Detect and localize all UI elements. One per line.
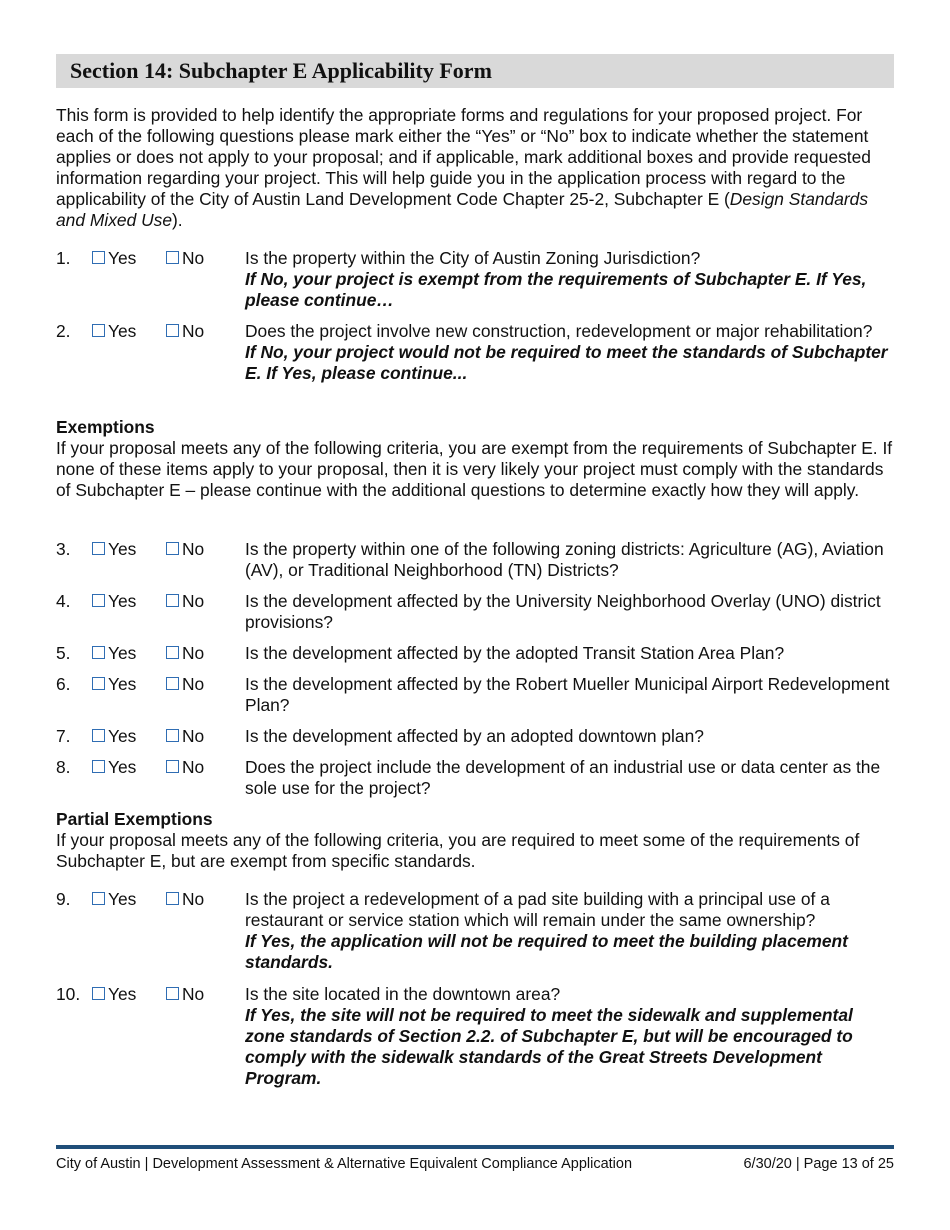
question-text: Is the development affected by the University Neighborhood Overlay (UNO) district provisions? [245,591,881,632]
question-number: 6. [56,674,71,694]
exemptions-text: If your proposal meets any of the following criteria, you are exempt from the requirements of Subchapter E. If none of these items apply to your proposal, then it is very likely your project must comply with the standards of Subchapter E – please continue with the additional questions to determine exactly how they will apply. [56,438,893,500]
no-option[interactable] [166,674,204,695]
question-text-block [245,726,897,747]
question-number: 3. [56,539,71,559]
no-checkbox[interactable] [166,646,179,659]
intro-italic: Design Standards and Mixed Use [56,189,869,230]
no-option[interactable] [166,591,204,612]
no-label: No [182,674,205,694]
intro-paragraph [56,105,896,231]
question-text: Is the development affected by the Robert Mueller Municipal Airport Redevelopment Plan? [245,674,890,715]
question-text: Does the project include the development of an industrial use or data center as the sole use for the project? [245,757,881,798]
no-label: No [182,984,205,1004]
no-option[interactable] [166,643,204,664]
question-note: If Yes, the application will not be required to meet the building placement standards. [245,931,848,972]
question-text-block [245,643,897,664]
question-number: 4. [56,591,71,611]
yes-label: Yes [108,757,137,777]
question-number: 2. [56,321,71,341]
intro-text: This form is provided to help identify the appropriate forms and regulations for your proposed project. For each of the following questions please mark either the “Yes” or “No” box to indicate whether the statement applies or does not apply to your proposal; and if applicable, mark additional boxes and provide requested information regarding your project. This will help guide you in the application process with regard to the applicability of the City of Austin Land Development Code Chapter 25-2, Subchapter E ( [56,105,871,209]
no-option[interactable] [166,321,204,342]
yes-label: Yes [108,674,137,694]
question-text: Is the project a redevelopment of a pad site building with a principal use of a restaurant or service station which will remain under the same ownership? [245,889,830,930]
no-checkbox[interactable] [166,677,179,690]
yes-option[interactable] [92,248,136,269]
no-label: No [182,248,205,268]
yes-option[interactable] [92,757,136,778]
question-text-block [245,539,897,581]
yes-option[interactable] [92,539,136,560]
no-label: No [182,757,205,777]
yes-option[interactable] [92,591,136,612]
no-option[interactable] [166,757,204,778]
question-text: Is the development affected by an adopted downtown plan? [245,726,704,746]
partial-exemptions-heading: Partial Exemptions [56,809,213,829]
yes-checkbox[interactable] [92,892,105,905]
partial-exemptions-text: If your proposal meets any of the following criteria, you are required to meet some of the requirements of Subchapter E, but are exempt from specific standards. [56,830,860,871]
question-text-block [245,674,897,716]
no-checkbox[interactable] [166,987,179,1000]
yes-label: Yes [108,643,137,663]
no-label: No [182,591,205,611]
question-number: 8. [56,757,71,777]
no-label: No [182,321,205,341]
question-text-block [245,248,897,311]
partial-exemptions-section [56,809,896,872]
question-text-block [245,321,897,384]
yes-checkbox[interactable] [92,594,105,607]
footer-page-info: 6/30/20 | Page 13 of 25 [743,1156,894,1172]
question-note: If No, your project would not be required to meet the standards of Subchapter E. If Yes, please continue... [245,342,888,383]
no-checkbox[interactable] [166,594,179,607]
no-checkbox[interactable] [166,760,179,773]
no-option[interactable] [166,726,204,747]
footer-title: City of Austin | Development Assessment & Alternative Equivalent Compliance Application [56,1156,633,1172]
question-text-block [245,889,897,973]
no-option[interactable] [166,984,204,1005]
question-text: Is the development affected by the adopted Transit Station Area Plan? [245,643,785,663]
no-label: No [182,539,205,559]
no-checkbox[interactable] [166,892,179,905]
yes-checkbox[interactable] [92,677,105,690]
yes-checkbox[interactable] [92,760,105,773]
yes-option[interactable] [92,643,136,664]
question-number: 1. [56,248,71,268]
yes-checkbox[interactable] [92,324,105,337]
yes-label: Yes [108,889,137,909]
yes-checkbox[interactable] [92,729,105,742]
yes-label: Yes [108,591,137,611]
question-text: Does the project involve new construction, redevelopment or major rehabilitation? [245,321,873,341]
yes-label: Yes [108,984,137,1004]
question-note: If Yes, the site will not be required to meet the sidewalk and supplemental zone standards of Section 2.2. of Subchapter E, but will be encouraged to comply with the sidewalk standards of the Great Streets Development Program. [245,1005,853,1088]
yes-checkbox[interactable] [92,251,105,264]
no-checkbox[interactable] [166,729,179,742]
no-checkbox[interactable] [166,324,179,337]
yes-checkbox[interactable] [92,542,105,555]
yes-label: Yes [108,726,137,746]
question-number: 10. [56,984,81,1004]
question-number: 9. [56,889,71,909]
yes-label: Yes [108,248,137,268]
question-number: 7. [56,726,71,746]
yes-label: Yes [108,539,137,559]
no-checkbox[interactable] [166,251,179,264]
no-option[interactable] [166,889,204,910]
section-title: Section 14: Subchapter E Applicability Form [56,54,894,88]
question-text: Is the property within one of the following zoning districts: Agriculture (AG), Aviation (AV), or Traditional Neighborhood (TN) Districts? [245,539,884,580]
exemptions-heading: Exemptions [56,417,155,437]
question-text-block [245,984,897,1089]
question-text: Is the property within the City of Austin Zoning Jurisdiction? [245,248,701,268]
intro-end: ). [172,210,183,230]
yes-checkbox[interactable] [92,987,105,1000]
question-number: 5. [56,643,71,663]
question-text-block [245,757,897,799]
yes-option[interactable] [92,674,136,695]
exemptions-section [56,417,896,501]
no-label: No [182,889,205,909]
yes-checkbox[interactable] [92,646,105,659]
yes-option[interactable] [92,889,136,910]
no-checkbox[interactable] [166,542,179,555]
yes-option[interactable] [92,321,136,342]
no-option[interactable] [166,539,204,560]
footer-divider [56,1145,894,1149]
question-note: If No, your project is exempt from the requirements of Subchapter E. If Yes, please continue… [245,269,867,310]
question-text-block [245,591,897,633]
yes-label: Yes [108,321,137,341]
yes-option[interactable] [92,984,136,1005]
no-label: No [182,643,205,663]
no-option[interactable] [166,248,204,269]
no-label: No [182,726,205,746]
yes-option[interactable] [92,726,136,747]
question-text: Is the site located in the downtown area? [245,984,561,1004]
